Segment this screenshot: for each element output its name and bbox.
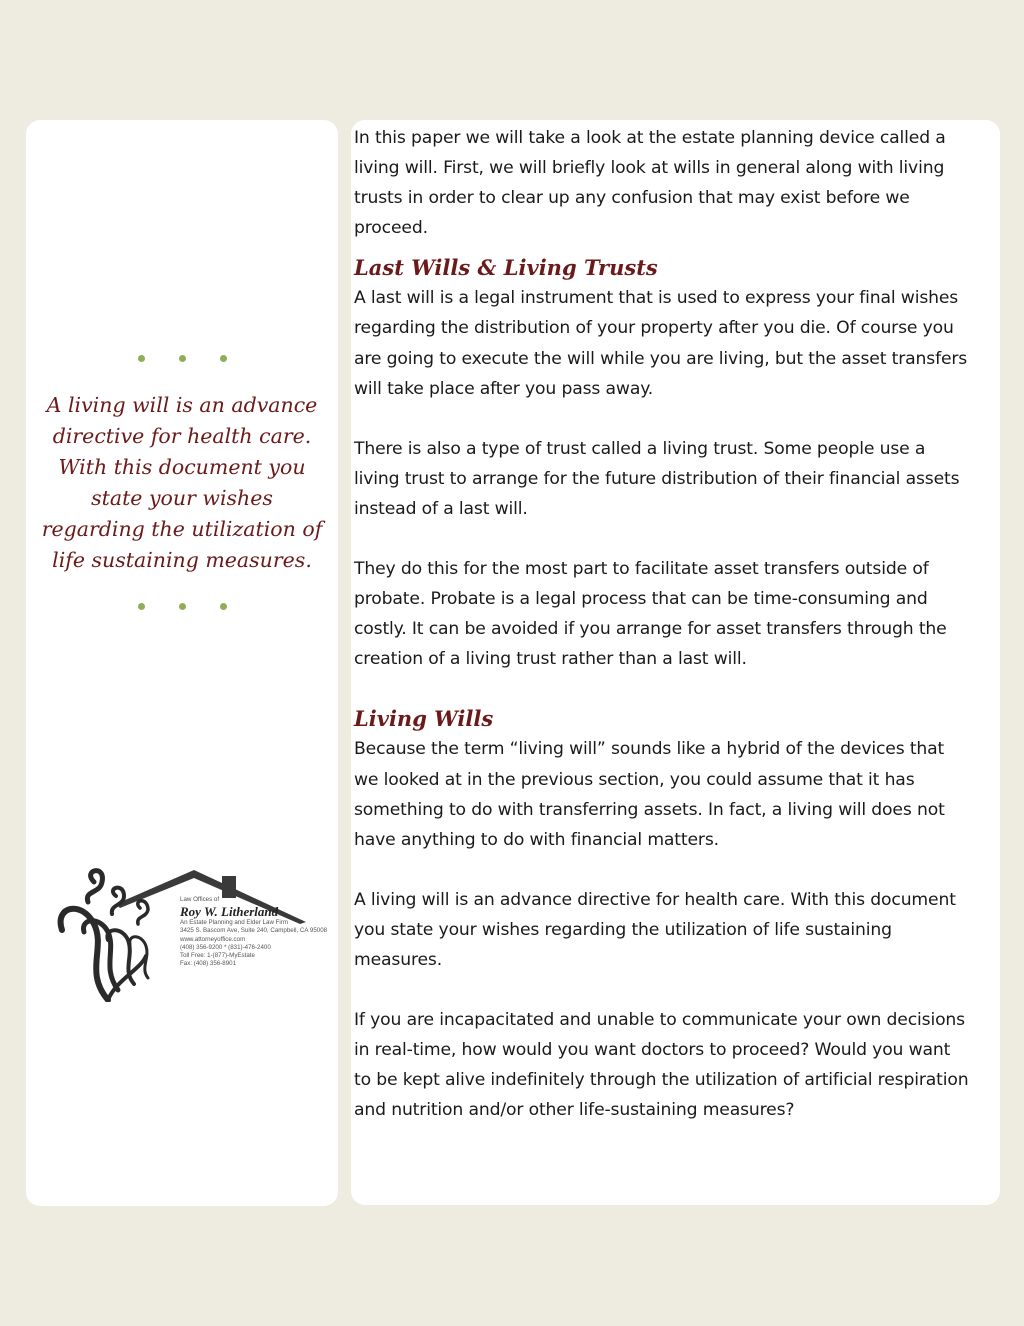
decorative-dots-bottom xyxy=(26,603,338,610)
dot-icon xyxy=(179,355,186,362)
logo-firm-name: Roy W. Litherland xyxy=(180,904,279,920)
logo-line-fax: Fax: (408) 356-8901 xyxy=(180,960,237,968)
logo-text-block xyxy=(180,896,328,968)
sidebar-panel xyxy=(26,120,338,1206)
pull-quote: A living will is an advance directive for health care. With this document you state your wishes regarding the utilization of life sustaining measures. xyxy=(41,393,323,572)
logo-line-address: 3425 S. Bascom Ave, Suite 240, Campbell, CA 95008 xyxy=(180,927,328,935)
logo-line-phone: (408) 356-9200 * (831)-476-2400 xyxy=(180,943,271,951)
dot-icon xyxy=(138,603,145,610)
paragraph: They do this for the most part to facilitate asset transfers outside of probate. Probate is a legal process that can be time-consuming and costly. It can be avoided if you arrange for asset transfers through the creation of a living trust rather than a last will. xyxy=(354,559,947,670)
section-heading-last-wills: Last Wills & Living Trusts xyxy=(354,255,658,281)
paragraph: A living will is an advance directive for health care. With this document you state your wishes regarding the utilization of life sustaining measures. xyxy=(354,889,956,970)
law-office-logo xyxy=(54,860,328,1002)
logo-line-tagline: An Estate Planning and Elder Law Firm xyxy=(180,919,288,927)
main-content-panel xyxy=(351,120,1000,1205)
section-heading-living-wills: Living Wills xyxy=(354,706,494,732)
logo-line-website: www.attorneyoffice.com xyxy=(180,935,246,943)
paragraph: There is also a type of trust called a living trust. Some people use a living trust to arrange for the future distribution of their financial assets instead of a last will. xyxy=(354,438,960,519)
dot-icon xyxy=(179,603,186,610)
paragraph: A last will is a legal instrument that is used to express your final wishes regarding the distribution of your property after you die. Of course you are going to execute the will while you are living, but the asset transfers will take place after you pass away. xyxy=(354,288,968,399)
paragraph: Because the term “living will” sounds like a hybrid of the devices that we looked at in the previous section, you could assume that it has something to do with transferring assets. In fact, a living will does not have anything to do with financial matters. xyxy=(354,739,945,850)
logo-line-tollfree: Toll Free: 1-(877)-MyEstate xyxy=(180,952,255,960)
dot-icon xyxy=(220,355,227,362)
dot-icon xyxy=(220,603,227,610)
logo-line-law-offices: Law Offices of xyxy=(180,896,220,903)
article-body xyxy=(354,123,969,1125)
intro-paragraph: In this paper we will take a look at the estate planning device called a living will. First, we will briefly look at wills in general along with living trusts in order to clear up any confusion that may exist before we proceed. xyxy=(354,128,946,239)
dot-icon xyxy=(138,355,145,362)
paragraph: If you are incapacitated and unable to communicate your own decisions in real-time, how would you want doctors to proceed? Would you want to be kept alive indefinitely through the utilization of artificial respiration and nutrition and/or other life-sustaining measures? xyxy=(354,1010,969,1121)
decorative-dots-top xyxy=(26,355,338,362)
